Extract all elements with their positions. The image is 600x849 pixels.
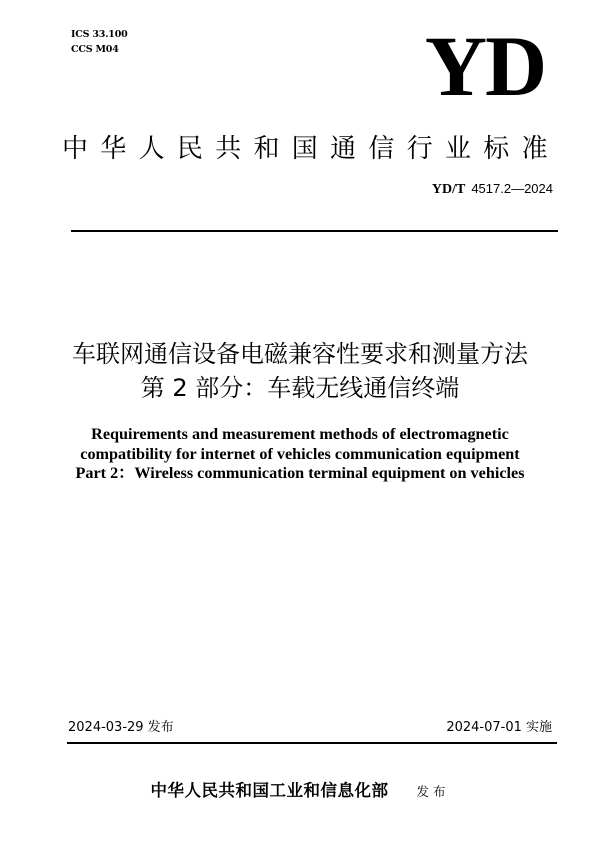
standard-prefix: YD/T (431, 182, 466, 197)
ccs-code: CCS M04 (71, 44, 119, 55)
ics-code: ICS 33.100 (71, 29, 128, 40)
issue-date: 2024-03-29 发布 (68, 720, 174, 735)
yd-logo: YD (424, 18, 546, 114)
english-title-line-1: Requirements and measurement methods of electromagnetic (91, 425, 509, 443)
standard-category-title: 中华人民共和国通信行业标准 (62, 134, 560, 164)
bottom-divider (67, 742, 557, 744)
standard-number-value: 4517.2—2024 (471, 181, 553, 196)
classification-codes (71, 27, 128, 57)
english-title (0, 425, 600, 484)
standard-number (432, 180, 553, 199)
chinese-title (0, 337, 600, 405)
issue-action: 发布 (416, 784, 450, 799)
english-title-line-3: Part 2：Wireless communication terminal equipment on vehicles (75, 464, 525, 482)
english-title-line-2: compatibility for internet of vehicles communication equipment (80, 444, 520, 463)
chinese-title-line-1: 车联网通信设备电磁兼容性要求和测量方法 (72, 340, 528, 368)
top-divider (71, 230, 558, 232)
chinese-title-line-2: 第 2 部分：车载无线通信终端 (140, 374, 460, 402)
issuer (0, 780, 600, 803)
issuing-organization: 中华人民共和国工业和信息化部 (150, 781, 389, 800)
implementation-date: 2024-07-01 实施 (446, 720, 552, 735)
